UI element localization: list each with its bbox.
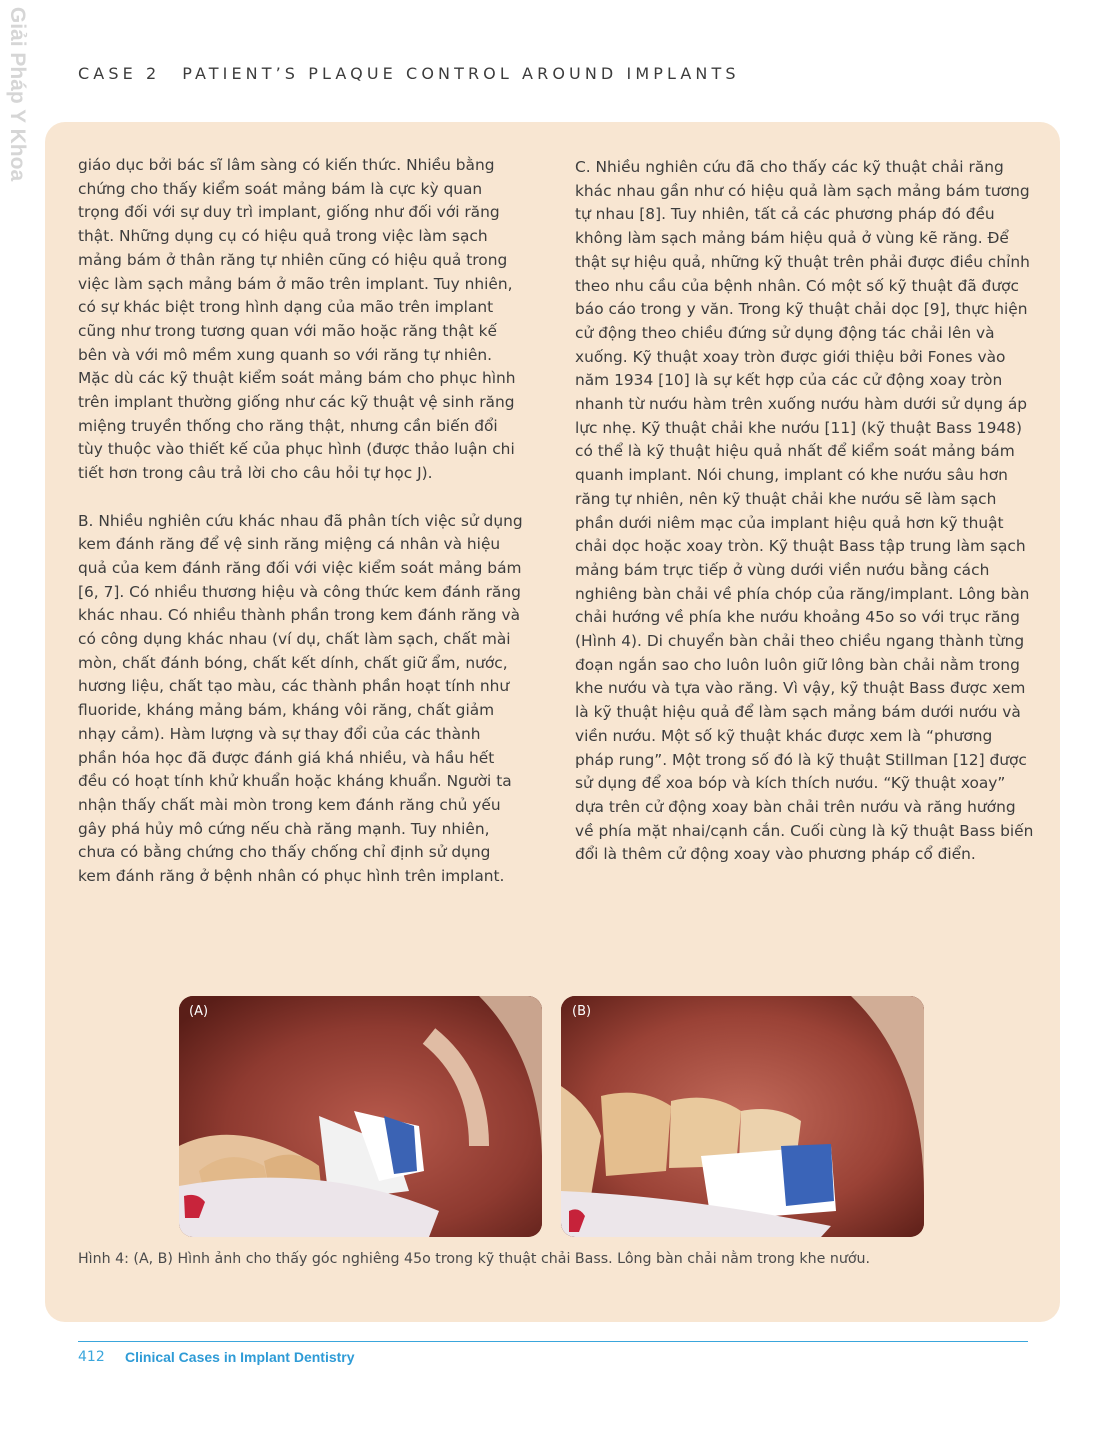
page-number: 412 <box>78 1349 105 1365</box>
photo-b-illustration <box>561 996 924 1237</box>
photo-a-illustration <box>179 996 542 1237</box>
watermark-text: Giải Pháp Y Khoa <box>6 6 29 181</box>
running-head <box>78 64 740 83</box>
case-label: CASE 2 <box>78 64 161 83</box>
right-paragraph-1: C. Nhiều nghiên cứu đã cho thấy các kỹ thuật chải răng khác nhau gần như có hiệu quả làm sạch mảng bám tương tự nhau [8]. Tuy nhiên, tất cả các phương pháp đó đều không làm sạch mảng bám hiệu quả ở vùng kẽ răng. Để thật sự hiệu quả, những kỹ thuật trên phải được điều chỉnh theo nhu cầu của bệnh nhân. Có một số kỹ thuật đã được báo cáo trong y văn. Trong kỹ thuật chải dọc [9], thực hiện cử động theo chiều đứng sử dụng động tác chải lên và xuống. Kỹ thuật xoay tròn được giới thiệu bởi Fones vào năm 1934 [10] là sự kết hợp của các cử động xoay tròn nhanh từ nướu hàm trên xuống nướu hàm dưới sử dụng áp lực nhẹ. Kỹ thuật chải khe nướu [11] (kỹ thuật Bass 1948) có thể là kỹ thuật hiệu quả nhất để kiểm soát mảng bám quanh implant. Nói chung, implant có khe nướu sâu hơn răng tự nhiên, nên kỹ thuật chải khe nướu sẽ làm sạch phần dưới niêm mạc của implant hiệu quả hơn kỹ thuật chải dọc hoặc xoay tròn. Kỹ thuật Bass tập trung làm sạch mảng bám trực tiếp ở vùng dưới viền nướu bằng cách nghiêng bàn chải về phía chóp của răng/implant. Lông bàn chải hướng về phía khe nướu khoảng 45o so với trục răng (Hình 4). Di chuyển bàn chải theo chiều ngang thành từng đoạn ngắn sao cho luôn luôn giữ lông bàn chải nằm trong khe nướu và tựa vào răng. Vì vậy, kỹ thuật Bass được xem là kỹ thuật hiệu quả để làm sạch mảng bám dưới nướu và viền nướu. Một số kỹ thuật khác được xem là “phương pháp rung”. Một trong số đó là kỹ thuật Stillman [12] được sử dụng để xoa bóp và kích thích nướu. “Kỹ thuật xoay” dựa trên cử động xoay bàn chải trên nướu và răng hướng về phía mặt nhai/cạnh cắn. Cuối cùng là kỹ thuật Bass biến đổi là thêm cử động xoay vào phương pháp cổ điển. <box>575 158 1034 864</box>
figure-caption: Hình 4: (A, B) Hình ảnh cho thấy góc nghiêng 45o trong kỹ thuật chải Bass. Lông bàn chải nằm trong khe nướu. <box>78 1251 871 1267</box>
figure-photo-a <box>179 996 542 1237</box>
photo-a-label: (A) <box>189 1004 209 1019</box>
left-paragraph-1: giáo dục bởi bác sĩ lâm sàng có kiến thức. Nhiều bằng chứng cho thấy kiểm soát mảng bám là cực kỳ quan trọng đối với sự duy trì implant, giống như đối với răng thật. Những dụng cụ có hiệu quả trong việc làm sạch mảng bám ở thân răng tự nhiên cũng có hiệu quả trong việc làm sạch mảng bám ở mão trên implant. Tuy nhiên, có sự khác biệt trong hình dạng của mão trên implant cũng như trong tương quan với mão hoặc răng thật kế bên và với mô mềm xung quanh so với răng tự nhiên. Mặc dù các kỹ thuật kiểm soát mảng bám cho phục hình trên implant thường giống như các kỹ thuật vệ sinh răng miệng truyền thống cho răng thật, nhưng cần biến đổi tùy thuộc vào thiết kế của phục hình (được thảo luận chi tiết hơn trong câu trả lời cho câu hỏi tự học J). <box>78 156 516 483</box>
chapter-title: PATIENT’S PLAQUE CONTROL AROUND IMPLANTS <box>182 64 740 83</box>
watermark <box>2 6 32 181</box>
figure-photo-b <box>561 996 924 1237</box>
book-title: Clinical Cases in Implant Dentistry <box>125 1349 355 1365</box>
left-paragraph-2: B. Nhiều nghiên cứu khác nhau đã phân tích việc sử dụng kem đánh răng để vệ sinh răng miệng cá nhân và hiệu quả của kem đánh răng đối với việc kiểm soát mảng bám [6, 7]. Có nhiều thương hiệu và công thức kem đánh răng khác nhau. Có nhiều thành phần trong kem đánh răng và có công dụng khác nhau (ví dụ, chất làm sạch, chất mài mòn, chất đánh bóng, chất kết dính, chất giữ ẩm, nước, hương liệu, chất tạo màu, các thành phần hoạt tính như fluoride, kháng mảng bám, kháng vôi răng, chất giảm nhạy cảm). Hàm lượng và sự thay đổi của các thành phần hóa học đã được đánh giá khá nhiều, và hầu hết đều có hoạt tính khử khuẩn hoặc kháng khuẩn. Người ta nhận thấy chất mài mòn trong kem đánh răng chủ yếu gây phá hủy mô cứng nếu chà răng mạnh. Tuy nhiên, chưa có bằng chứng cho thấy chống chỉ định sử dụng kem đánh răng ở bệnh nhân có phục hình trên implant. <box>78 511 523 886</box>
right-column <box>575 156 1035 867</box>
photo-b-label: (B) <box>572 1004 592 1019</box>
left-column <box>78 154 523 889</box>
footer-rule <box>78 1341 1028 1342</box>
